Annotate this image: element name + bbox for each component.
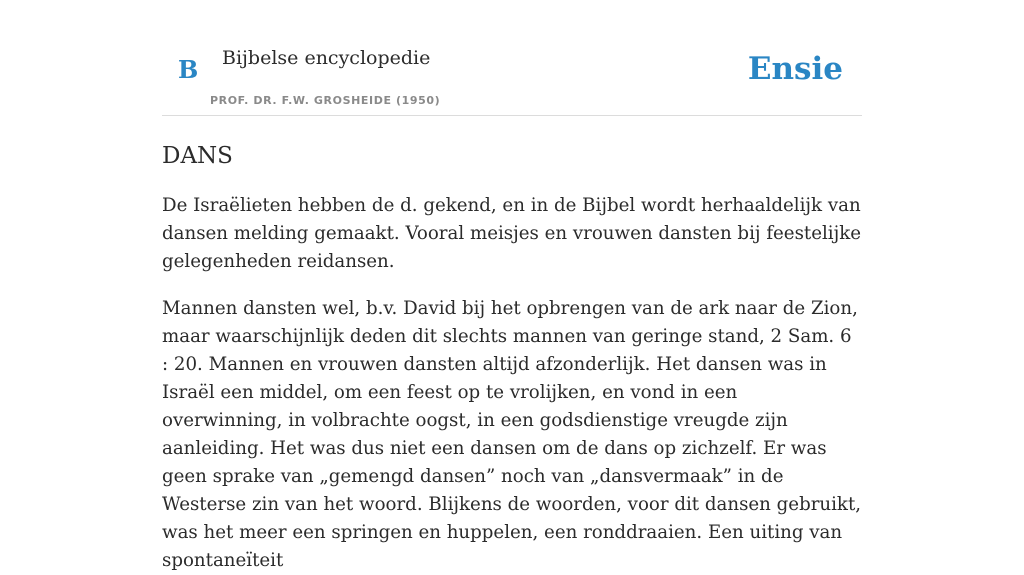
book-title-link[interactable]: Bijbelse encyclopedie — [222, 47, 431, 69]
entry-paragraph-1: De Israëlieten hebben de d. gekend, en in de Bijbel wordt herhaaldelijk van dansen melding gemaakt. Vooral meisjes en vrouwen dansten bij feestelijke gelegenheden reidansen. — [162, 195, 862, 272]
brand-logo[interactable]: Ensie — [747, 51, 843, 87]
entry-paragraph-2: Mannen dansten wel, b.v. David bij het opbrengen van de ark naar de Zion, maar waarschijnlijk deden dit slechts mannen van geringe stand, 2 Sam. 6 : 20. Mannen en vrouwen dansten altijd afzonderlijk. Het dansen was in Israël een middel, om een feest op te vrolijken, en vond in een overwinning, in volbrachte oogst, in een godsdienstige vreugde zijn aanleiding. Het was dus niet een dansen om de dans op zichzelf. Er was geen sprake van „gemengd dansen” noch van „dansvermaak” in de Westerse zin van het woord. Blijkens de woorden, voor dit dansen gebruikt, was het meer een springen en huppelen, een ronddraaien. Een uiting van spontaneïteit — [162, 298, 862, 571]
author-label: PROF. DR. F.W. GROSHEIDE (1950) — [210, 94, 441, 107]
book-logo-icon[interactable]: B — [178, 55, 199, 84]
header — [162, 0, 862, 116]
entry-title: DANS — [162, 143, 233, 169]
page — [162, 0, 862, 575]
